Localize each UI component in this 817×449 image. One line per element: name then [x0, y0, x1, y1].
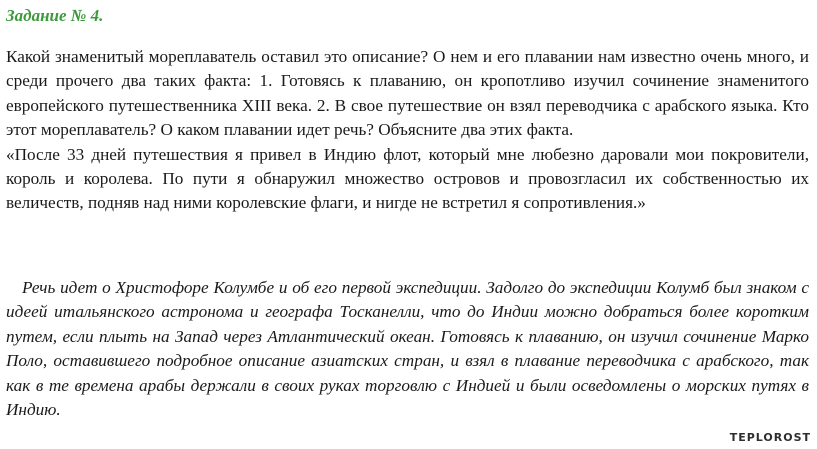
answer-paragraph: Речь идет о Христофоре Колумбе и об его первой экспедиции. Задолго до экспедиции Колумб был знаком с идеей итальянского астронома и географа Тосканелли, что до Индии можно добраться более коротким путем, если плыть на Запад через Атлантический океан. Готовясь к плаванию, он изучил сочинение Марко Поло, оставившего подробное описание азиатских стран, и взял в плавание переводчика с арабского, так как в те времена арабы держали в своих руках торговлю с Индией и были осведомлены о морских путях в Индию. — [6, 278, 809, 420]
question-paragraph: Какой знаменитый мореплаватель оставил это описание? О нем и его плавании нам известно очень много, и среди прочего два таких факта: 1. Готовясь к плаванию, он кропотливо изучил сочинение знаменитого европейского путешественника XIII века. 2. В свое путешествие он взял переводчика с арабского языка. Кто этот мореплаватель? О каком плавании идет речь? Объясните два этих факта. — [6, 47, 809, 140]
question-block — [6, 45, 809, 216]
quote-paragraph: «После 33 дней путешествия я привел в Индию флот, который мне любезно даровали мои покровители, король и королева. По пути я обнаружил множество островов и провозгласил их собственностью их величеств, подняв над ними королевские флаги, и нигде не встретил я сопротивления.» — [6, 144, 809, 213]
watermark-logo: TEPLOROST — [729, 431, 811, 444]
task-title: Задание № 4. — [6, 6, 104, 25]
